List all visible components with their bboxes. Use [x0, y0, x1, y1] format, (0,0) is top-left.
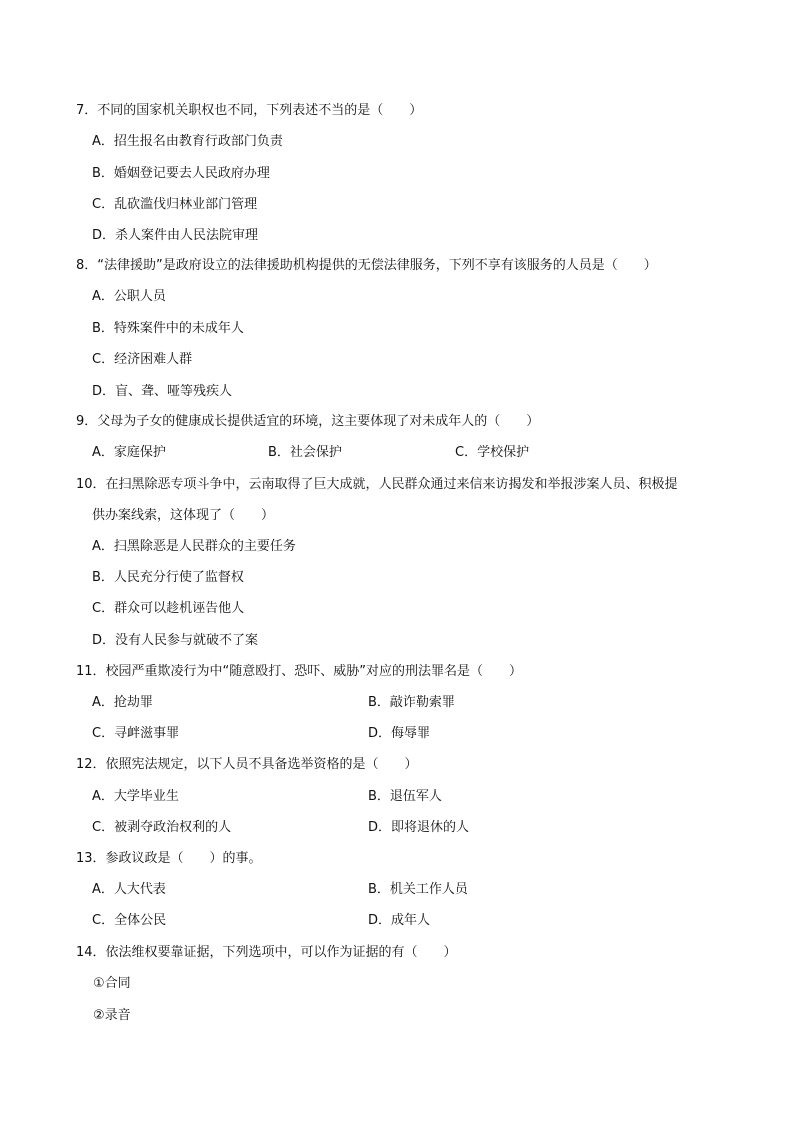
question-10-option-b: B．人民充分行使了监督权: [92, 570, 244, 585]
question-8-option-a: A．公职人员: [92, 289, 166, 304]
question-10-stem-line-2: 供办案线索，这体现了（ ）: [92, 508, 275, 523]
question-7-option-d: D．杀人案件由人民法院审理: [92, 228, 259, 243]
question-11-option-b: B．敲诈勒索罪: [368, 695, 455, 710]
question-11-stem: 11．校园严重欺凌行为中“随意殴打、恐吓、威胁”对应的刑法罪名是（ ）: [76, 664, 523, 679]
question-7-option-a: A．招生报名由教育行政部门负责: [92, 134, 283, 149]
question-7-option-b: B．婚姻登记要去人民政府办理: [92, 166, 270, 181]
question-13-option-a: A．人大代表: [92, 882, 166, 897]
question-12-stem: 12．依照宪法规定，以下人员不具备选举资格的是（ ）: [76, 757, 418, 772]
question-14-stem: 14．依法维权要靠证据，下列选项中，可以作为证据的有（ ）: [76, 945, 457, 960]
question-9-stem: 9．父母为子女的健康成长提供适宜的环境，这主要体现了对未成年人的（ ）: [76, 414, 540, 429]
question-7-stem: 7．不同的国家机关职权也不同，下列表述不当的是（ ）: [76, 103, 423, 118]
question-10-option-d: D．没有人民参与就破不了案: [92, 633, 259, 648]
question-7-option-c: C．乱砍滥伐归林业部门管理: [92, 197, 258, 212]
question-12-option-a: A．大学毕业生: [92, 789, 179, 804]
question-13-option-d: D．成年人: [368, 913, 431, 928]
question-8-stem: 8．“法律援助”是政府设立的法律援助机构提供的无偿法律服务，下列不享有该服务的人员是（ ）: [76, 258, 657, 273]
question-9-option-c: C．学校保护: [455, 445, 530, 460]
question-10-option-c: C．群众可以趁机诬告他人: [92, 601, 245, 616]
question-14-item-2: ②录音: [93, 1008, 131, 1023]
question-12-option-c: C．被剥夺政治权利的人: [92, 820, 232, 835]
question-13-stem: 13．参政议政是（ ）的事。: [76, 851, 262, 866]
question-11-option-c: C．寻衅滋事罪: [92, 726, 180, 741]
question-13-option-c: C．全体公民: [92, 913, 167, 928]
question-9-option-b: B．社会保护: [268, 445, 342, 460]
question-12-option-d: D．即将退休的人: [368, 820, 470, 835]
question-12-option-b: B．退伍军人: [368, 789, 442, 804]
question-11-option-a: A．抢劫罪: [92, 695, 153, 710]
question-8-option-d: D．盲、聋、哑等残疾人: [92, 384, 233, 399]
question-10-option-a: A．扫黑除恶是人民群众的主要任务: [92, 539, 296, 554]
question-10-stem-line-1: 10．在扫黑除恶专项斗争中，云南取得了巨大成就，人民群众通过来信来访揭发和举报涉案人员、积极提: [76, 477, 678, 492]
question-8-option-b: B．特殊案件中的未成年人: [92, 321, 244, 336]
question-14-item-1: ①合同: [93, 976, 131, 991]
question-9-option-a: A．家庭保护: [92, 445, 166, 460]
question-13-option-b: B．机关工作人员: [368, 882, 468, 897]
question-8-option-c: C．经济困难人群: [92, 352, 193, 367]
question-11-option-d: D．侮辱罪: [368, 726, 431, 741]
